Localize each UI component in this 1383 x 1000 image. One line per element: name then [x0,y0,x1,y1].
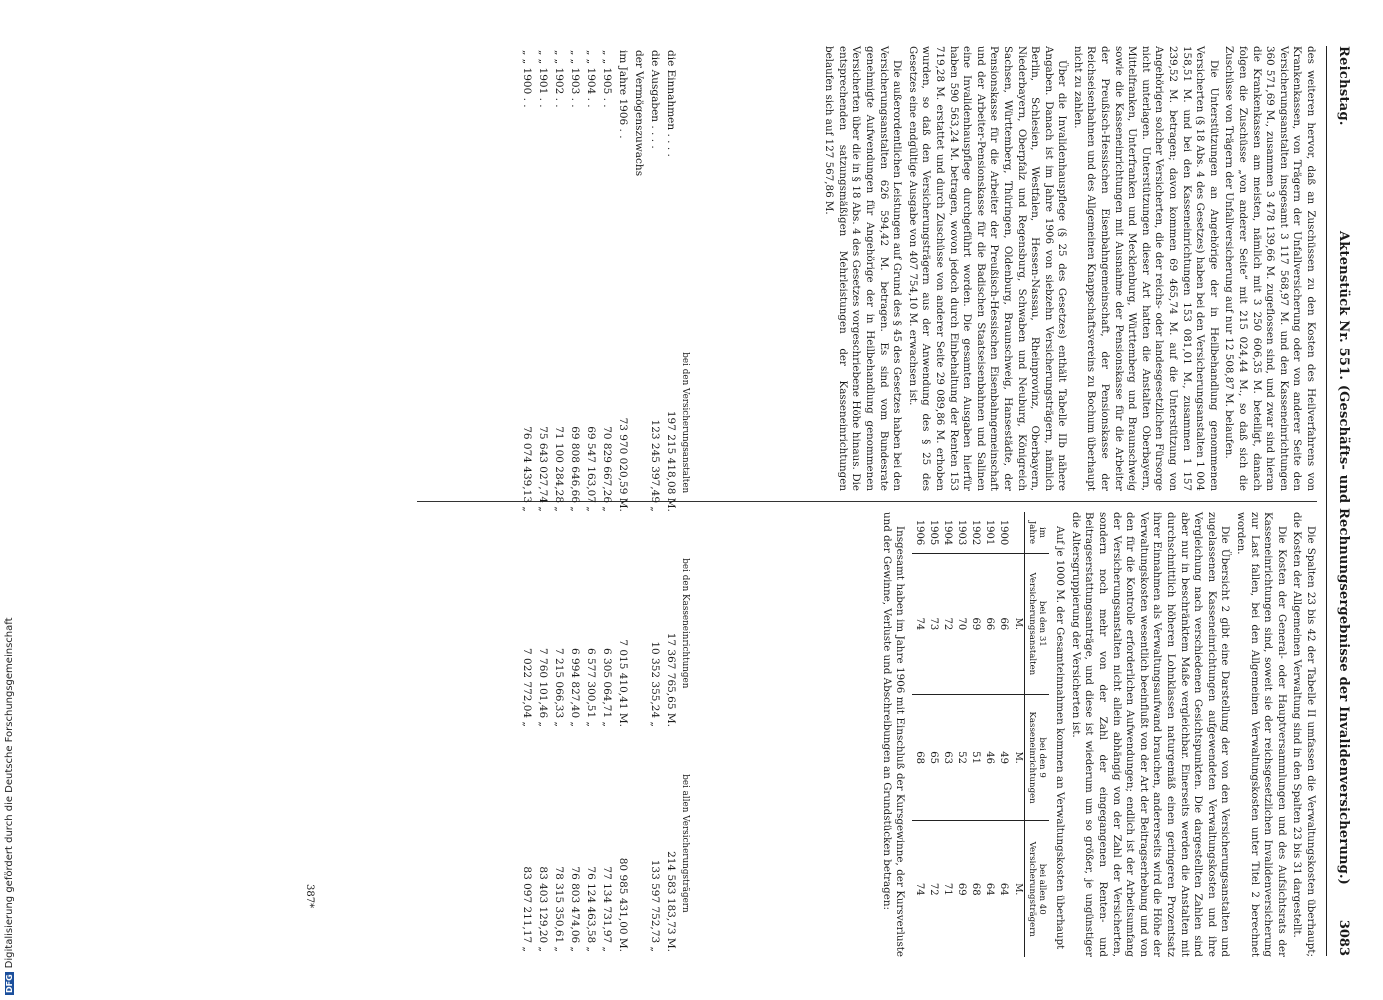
table-cell: 72 [940,553,954,694]
table-cell: 214 583 183,73 M. [665,851,677,952]
table-cell: „ „ 1904 . . [585,50,597,108]
table-row [615,46,631,956]
table-cell: 73 970 020,59 M. [617,417,629,512]
table-cell: 66 [996,553,1010,694]
digitization-credit [4,35,18,995]
table-cell: 17 367 765,65 M. [665,632,677,727]
page-footer-number: 387* [304,884,315,909]
table-cell: 69 [968,553,982,694]
table-cell: 52 [954,694,968,821]
running-header [1327,46,1355,956]
paragraph: Die Unterstützungen an Angehörige der in Heilbehandlung genommenen Versicherten (§ 18 Abs. 4 des Gesetzes) haben bei den Versicherungsanstalten 1 004 158,51 M. und bei den Kasseneinrichtungen 153 081,01 M., zusammen 1 157 239,52 M. betragen; davon kommen 69 465,74 M. auf die Unterstützung von Angehörigen solcher Versicherten, die der reichs- oder landesgesetzlichen Fürsorge nicht unterlagen. Unterstützungen dieser Art hatten die Anstalten Oberbayern, Mittelfranken, Unterfranken und Mecklenburg, Württemberg und Braunschweig sowie die Kasseneinrichtungen mit Ausnahme der Pensionskasse für die Arbeiter der Preußisch-Hessischen Eisenbahngemeinschaft, der Pensionskasse der Reichseisenbahnen und des Allgemeinen Knappschaftsvereins zu Bochum überhaupt nicht zu zahlen. [1071,46,1220,491]
table-row [926,512,940,957]
table-cell: 83 403 129,20 „ [537,866,549,952]
table-row [954,512,968,957]
table-cell: 69 808 646,66 „ [569,426,581,512]
table-header: bei den 31 Versicherungsanstalten [1024,553,1049,694]
table-cell: 1900 [997,519,1009,546]
table-cell: die Ausgaben . . . . [649,50,661,149]
admin-costs-table [912,512,1049,957]
table-cell: 6 994 827,40 „ [569,648,581,727]
table-cell: „ „ 1905 . . [601,50,613,108]
table-cell: 76 074 439,13 „ [521,426,533,512]
table-cell: 66 [982,553,996,694]
table-cell: 74 [912,821,926,957]
paragraph: Die Spalten 23 bis 42 der Tabelle II umfassen die Verwaltungskosten überhaupt; die Kosten der Allgemeinen Verwaltung sind in den Spalten 23 bis 31 dargestellt. [1291,512,1317,957]
table-cell: 83 097 211,17 „ [521,866,533,952]
paragraph: Auf je 1000 M. der Gesamteinnahmen kommen an Verwaltungskosten überhaupt [1054,526,1067,950]
table-cell: 197 215 418,08 M. [665,410,677,512]
table-header: bei den 9 Kasseneinrichtungen [1024,694,1049,821]
left-column [820,46,1317,491]
table-row [599,46,615,956]
paragraph: Über die Invalidenhauspflege (§ 25 des Gesetzes) enthält Tabelle IIb nähere Angaben. Danach ist im Jahre 1906 von siebzehn Versicherungsträgern, nämlich Berlin, Schlesien, Westfalen, Hessen-Nassau, Rheinprovinz, Oberbayern, Niederbayern, Oberpfalz und Regensburg, Schwaben und Neuburg, Königreich Sachsen, Württemberg, Thüringen, Oldenburg, Braunschweig, Hansestädte, der Pensionskasse für die Arbeiter der Preußisch-Hessischen Eisenbahngemeinschaft und der Arbeiter-Pensionskasse für die Badischen Staatseisenbahnen und Salinen eine Invalidenhauspflege durchgeführt worden. Die gesamten Ausgaben hierfür haben 590 563,24 M. betragen, wovon jedoch durch Einbehaltung der Renten 153 719,28 M. erstattet und durch Zuschüsse von anderer Seite 29 089,86 M. erhoben wurden, so daß den Versicherungsträgern aus der Anwendung des § 25 des Gesetzes eine endgültige Ausgabe von 407 754,10 M. erwachsen ist. [906,46,1069,491]
table-row [940,512,954,957]
paragraph: Die Kosten der General- oder Hauptversammlungen und des Aufsichtsrats der Kasseneinrichtungen sind, soweit sie der reichsgesetzlichen Invalidenversicherung zur Last fallen, bei den Allgemeinen Verwaltungskosten unter Titel 2 berechnet worden. [1235,512,1288,957]
table-cell: 10 352 355,24 „ [649,641,661,727]
table-cell: 70 [954,553,968,694]
table-row [968,512,982,957]
table-cell: 73 [926,553,940,694]
paragraph: des weiteren hervor, daß an Zuschüssen zu den Kosten des Heilverfahrens von Krankenkassen, von Trägern der Unfallversicherung oder von anderer Seite den Versicherungsanstalten insgesamt 3 117 568,97 M. und den Kasseneinrichtungen 360 571,69 M., zusammen 3 478 139,66 M. zugeflossen sind, und zwar sind hieran die Krankenkassen am meisten, nämlich mit 3 250 606,35 M. beteiligt, danach folgen die Zuschüsse „von anderer Seite“ mit 215 024,44 M., so daß sich die Zuschüsse von Trägern der Unfallversicherung auf nur 12 508,87 M. belaufen. [1223,46,1317,491]
table-cell: 133 597 752,73 „ [649,859,661,952]
table-row [982,512,996,957]
paragraph: Insgesamt haben im Jahre 1906 mit Einschluß der Kursgewinne, der Kursverluste und der Gewinne, Verluste und Abschreibungen an Grundstücken betragen: [880,512,907,957]
table-cell: 76 803 474,06 „ [569,866,581,952]
header-rule [1326,46,1327,956]
table-cell: 51 [968,694,982,821]
table-cell: 68 [968,821,982,957]
dfg-logo: DFG [5,974,14,993]
table-cell: 1903 [955,519,967,546]
table-cell: 49 [996,694,1010,821]
table-header: bei den Versicherungsanstalten [680,352,690,494]
paragraph: Die Übersicht 2 gibt eine Darstellung der von den Versicherungsanstalten und zugelassenen Kasseneinrichtungen aufgewendeten Verwaltungskosten und ihre Vergleichung nach verschiedenen Gesichtspunkten. Die dargestellten Zahlen sind aber nur in beschränktem Maße vergleichbar. Einerseits werden die Anstalten mit durchschnittlich höheren Lohnklassen naturgemäß einen geringeren Prozentsatz ihrer Einnahmen als Verwaltungsaufwand brauchen, andererseits wird die Höhe der Verwaltungskosten wesentlich beeinflußt von der Art der Beitragserhebung und von den für die Kontrolle erforderlichen Aufwendungen; endlich ist der Arbeitsumfang der Versicherungsanstalten nicht allein abhängig von der Zahl der Versicherten, sondern noch mehr von der Zahl der eingegangenen Renten- und Beitragserstattungsanträge, und diese ist wiederum um so größer, je ungünstiger die Altersgruppierung der Versicherten ist. [1069,512,1232,957]
header-page-number: 3083 [1336,919,1351,956]
table-row [551,46,567,956]
table-cell: 63 [940,694,954,821]
table-cell: 69 [954,821,968,957]
table-row [663,46,679,956]
page-content [304,46,1355,957]
table-cell: 1902 [969,519,981,546]
table-cell: 1906 [913,519,925,546]
table-cell: „ „ 1901 . . [537,50,549,108]
table-cell: 75 643 027,74 „ [537,426,549,512]
table-row [567,46,583,956]
table-cell: 74 [912,553,926,694]
table-header: bei allen Versicherungsträgern [680,774,690,913]
table-row [912,512,926,957]
header-left: Reichstag. [1336,46,1351,126]
table-row [647,46,663,956]
table-cell: 71 100 284,28 „ [553,426,565,512]
table-cell: 6 305 064,71 „ [601,648,613,727]
table-cell: 70 829 667,26 „ [601,426,613,512]
table-cell: 71 [940,821,954,957]
table-cell: 6 577 300,51 „ [585,648,597,727]
table-cell: 76 124 463,58 „ [585,866,597,952]
table-cell: 1901 [983,519,995,546]
table-cell: 7 760 101,46 „ [537,648,549,727]
table-header: bei den Kasseneinrichtungen [680,558,690,689]
table-cell: 65 [926,694,940,821]
table-cell: 64 [982,821,996,957]
table-header [679,46,691,330]
table-subheader-row [631,46,647,956]
table-cell: 72 [926,821,940,957]
table-cell: 46 [982,694,996,821]
table-cell: 78 315 350,61 „ [553,866,565,952]
finance-summary-table [519,46,691,956]
table-cell: 7 022 772,04 „ [521,648,533,727]
table-cell: 80 985 431,00 M. [617,857,629,952]
units-row: M. M. M. [1010,512,1024,957]
table-cell: 77 134 731,97 „ [601,866,613,952]
table-row [583,46,599,956]
header-title: Aktenstück Nr. 551. (Geschäfts- und Rechnungsergebnisse der Invalidenversicherung.) [1336,231,1351,886]
table-cell: 123 245 397,49 „ [649,419,661,512]
table-cell: im Jahre 1906 . . [617,50,629,139]
table-cell: 1904 [941,519,953,546]
table-row [519,46,535,956]
table-row [535,46,551,956]
table-cell: 68 [912,694,926,821]
right-column [877,512,1317,957]
table-cell: 1905 [927,519,939,546]
table-cell: „ „ 1900 . . [521,50,533,108]
table-cell: „ „ 1903 . . [569,50,581,108]
table-cell: 7 015 410,41 M. [617,639,629,727]
table-cell: 64 [996,821,1010,957]
table-subheader: der Vermögenszuwachs [633,50,645,177]
paragraph: Die außerordentlichen Leistungen auf Grund des § 45 des Gesetzes haben bei den Versicherungsanstalten 626 594,42 M. betragen. Es sind vom Bundesrate genehmigte Aufwendungen für Angehörige der in Heilbehandlung genommenen Versicherten über die in § 18 Abs. 4 des Gesetzes vorgeschriebene Höhe hinaus. Die entsprechenden satzungsmäßigen Mehrleistungen der Kasseneinrichtungen belaufen sich auf 127 567,86 M. [823,46,904,491]
table-cell: die Einnahmen . . . . [665,50,677,157]
table-cell: 7 215 066,33 „ [553,648,565,727]
table-row [996,512,1010,957]
credit-text: Digitalisierung gefördert durch die Deutsche Forschungsgemeinschaft [4,617,15,969]
table-header: im Jahre [1024,512,1049,553]
table-header: bei allen 40 Versicherungsträgern [1024,821,1049,957]
table-cell: „ „ 1902 . . [553,50,565,108]
table-cell: 69 547 163,07 „ [585,426,597,512]
